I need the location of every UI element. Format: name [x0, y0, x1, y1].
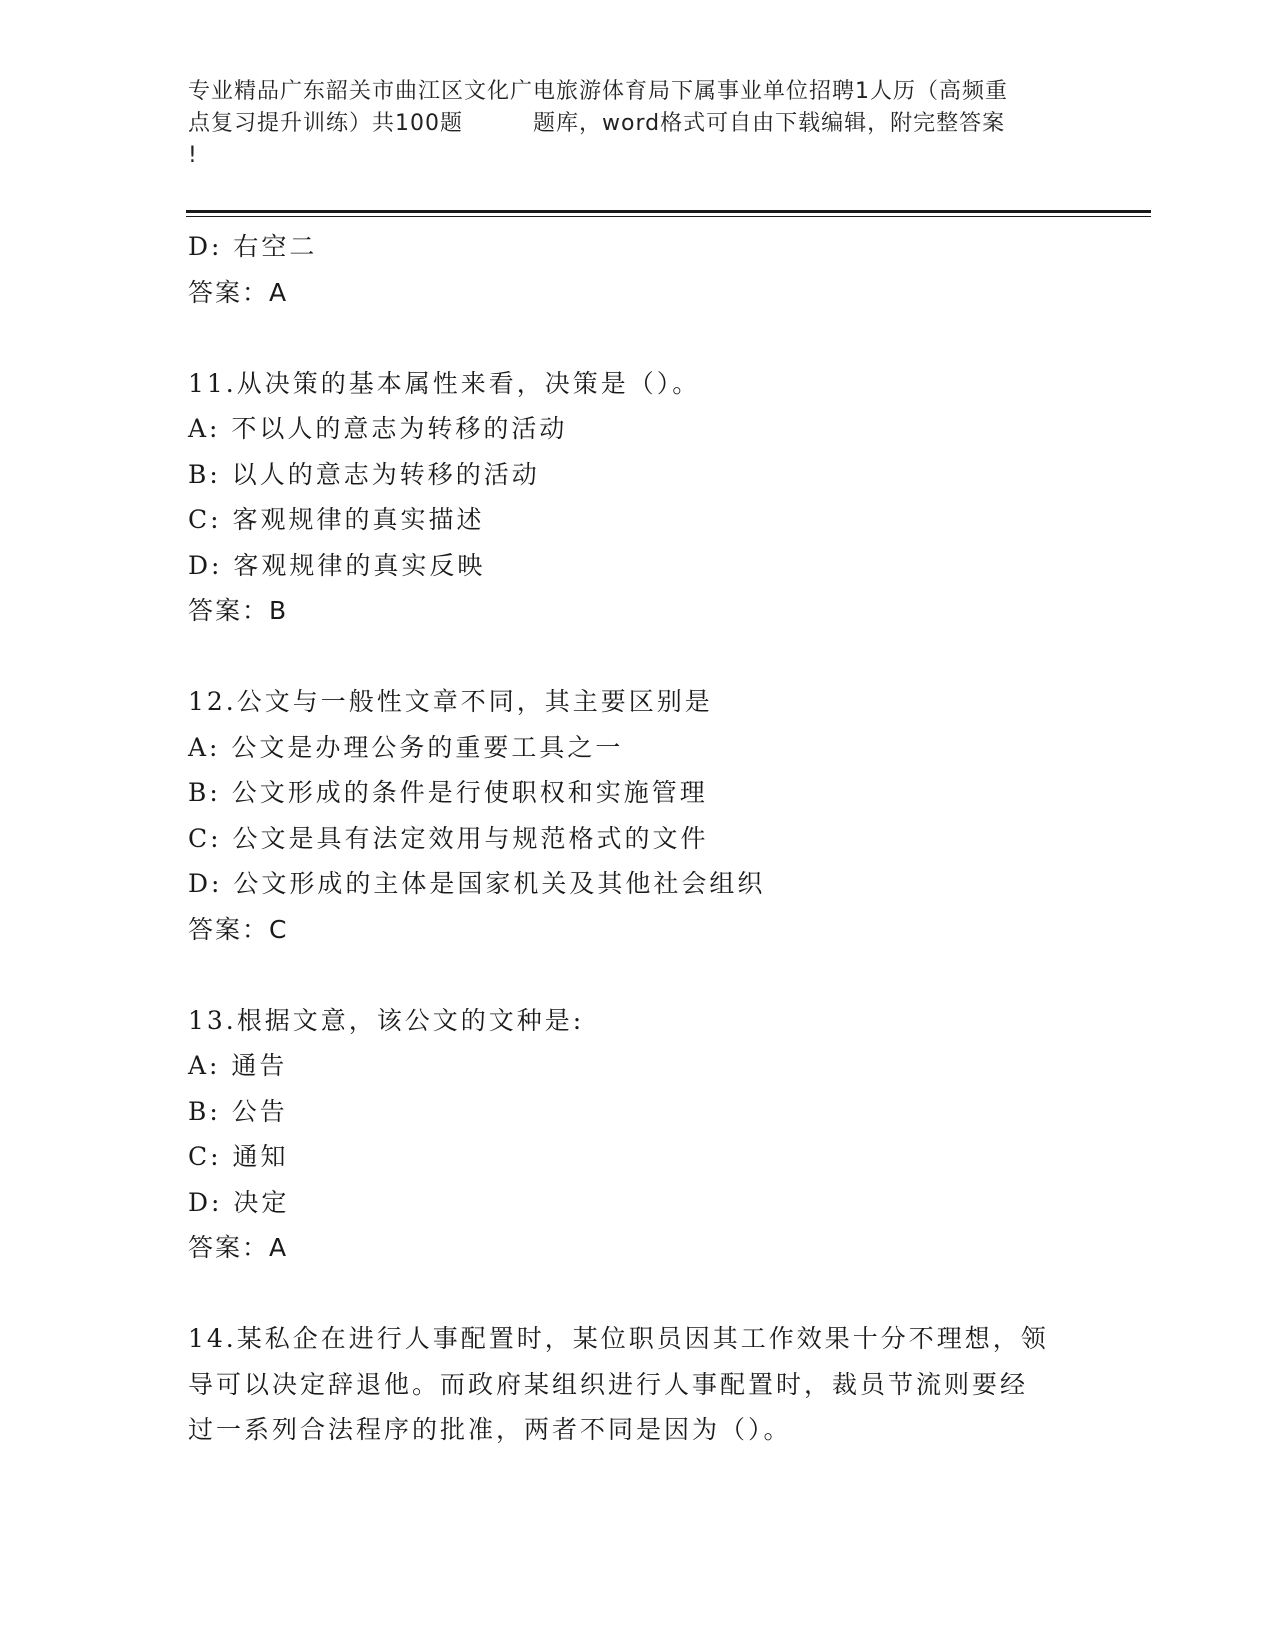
header-divider-thin — [186, 216, 1151, 217]
option-c: C: 公文是具有法定效用与规范格式的文件 — [188, 823, 709, 853]
answer: 答案：A — [188, 277, 289, 307]
question-stem-line-2: 导可以决定辞退他。而政府某组织进行人事配置时，裁员节流则要经 — [188, 1369, 1029, 1399]
header-divider-thick — [186, 210, 1151, 213]
spacer — [188, 1271, 1088, 1317]
question-stem-line-1: 14.某私企在进行人事配置时，某位职员因其工作效果十分不理想，领 — [188, 1324, 1049, 1353]
question-11 — [188, 361, 1088, 634]
header-title-line-2 — [188, 108, 1088, 140]
answer: 答案：B — [188, 596, 289, 625]
question-12 — [188, 679, 1088, 952]
spacer — [188, 315, 1088, 361]
document-header — [188, 76, 1088, 172]
option-d: D: 右空二 — [188, 232, 318, 261]
previous-question-tail — [188, 224, 1088, 315]
question-stem: 13.根据文意，该公文的文种是: — [188, 1005, 585, 1035]
option-d: D: 公文形成的主体是国家机关及其他社会组织 — [188, 869, 766, 898]
option-b: B: 公告 — [188, 1096, 288, 1126]
option-d: D: 决定 — [188, 1187, 290, 1217]
header-title-line-2-part-1: 点复习提升训练）共100题 — [188, 111, 463, 136]
option-c: C: 通知 — [188, 1142, 289, 1171]
option-b: B: 以人的意志为转移的活动 — [188, 459, 540, 489]
option-a: A: 公文是办理公务的重要工具之一 — [188, 732, 624, 762]
option-a: A: 通告 — [188, 1051, 288, 1080]
document-body — [188, 224, 1088, 1453]
question-14 — [188, 1316, 1088, 1453]
header-title-line-1: 专业精品广东韶关市曲江区文化广电旅游体育局下属事业单位招聘1人历（高频重 — [188, 79, 1008, 104]
question-stem: 12.公文与一般性文章不同，其主要区别是 — [188, 687, 713, 716]
option-d: D: 客观规律的真实反映 — [188, 550, 486, 580]
answer: 答案：C — [188, 914, 289, 944]
header-title-line-3: ! — [188, 143, 198, 168]
spacer — [188, 634, 1088, 680]
question-13 — [188, 998, 1088, 1271]
option-a: A: 不以人的意志为转移的活动 — [188, 414, 568, 443]
answer: 答案：A — [188, 1233, 289, 1262]
question-stem: 11.从决策的基本属性来看，决策是（）。 — [188, 368, 701, 398]
option-c: C: 客观规律的真实描述 — [188, 505, 485, 534]
spacer — [188, 952, 1088, 998]
header-title-line-2-part-2: 题库，word格式可自由下载编辑，附完整答案 — [533, 111, 1006, 136]
question-stem-line-3: 过一系列合法程序的批准，两者不同是因为（）。 — [188, 1415, 792, 1444]
option-b: B: 公文形成的条件是行使职权和实施管理 — [188, 778, 708, 807]
